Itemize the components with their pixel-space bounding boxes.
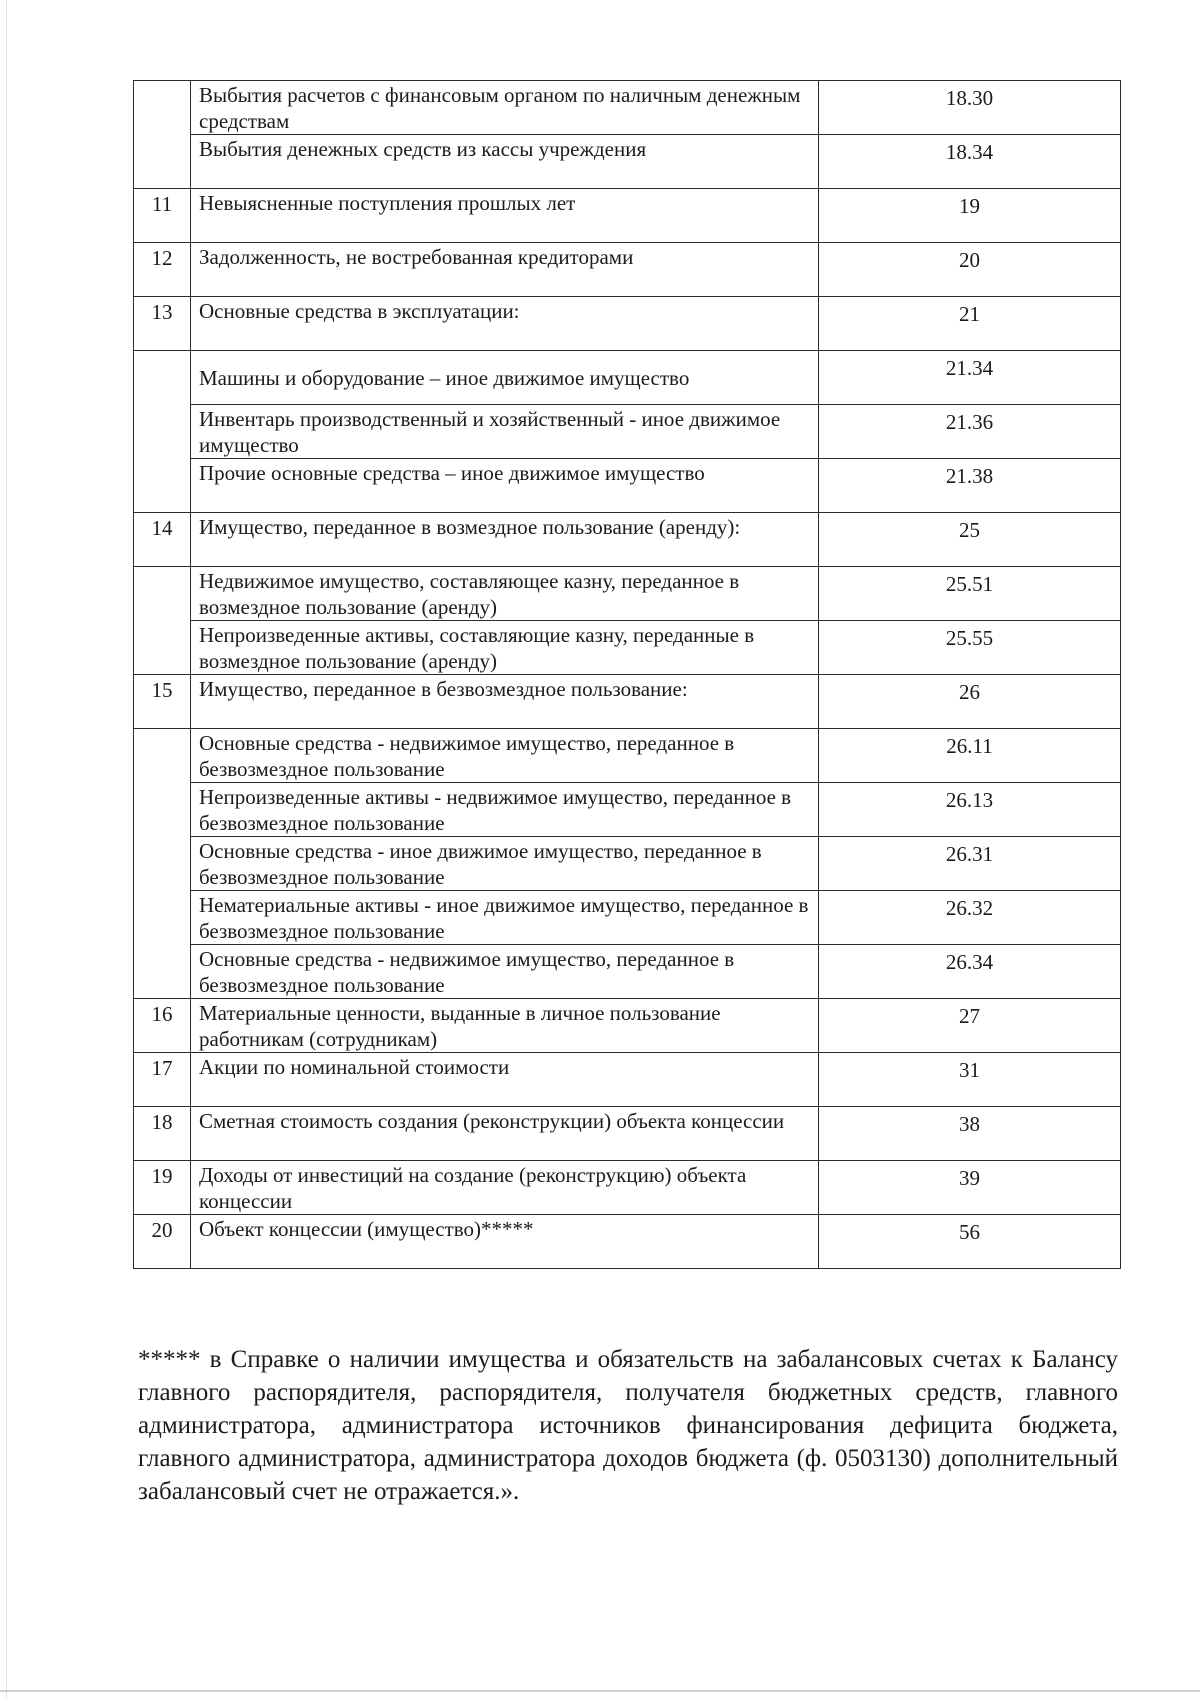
account-code-cell: 25.51 <box>819 567 1121 621</box>
row-number-cell <box>134 567 191 675</box>
account-code-cell: 39 <box>819 1161 1121 1215</box>
account-name-cell: Выбытия расчетов с финансовым органом по наличным денежным средствам <box>191 81 819 135</box>
row-number-cell <box>134 351 191 513</box>
account-code-cell: 26.31 <box>819 837 1121 891</box>
table-row <box>134 999 1121 1053</box>
table-row <box>134 837 1121 891</box>
row-number-cell: 13 <box>134 297 191 351</box>
table-row <box>134 675 1121 729</box>
scan-edge-line <box>0 1690 1200 1692</box>
account-name-cell: Выбытия денежных средств из кассы учреждения <box>191 135 819 189</box>
table-row <box>134 1215 1121 1269</box>
table-row <box>134 351 1121 405</box>
account-code-cell: 20 <box>819 243 1121 297</box>
account-name-cell: Объект концессии (имущество)***** <box>191 1215 819 1269</box>
table-row <box>134 783 1121 837</box>
account-code-cell: 21.38 <box>819 459 1121 513</box>
off-balance-accounts-table <box>133 80 1121 1269</box>
account-code-cell: 25.55 <box>819 621 1121 675</box>
row-number-cell: 16 <box>134 999 191 1053</box>
account-name-cell: Основные средства в эксплуатации: <box>191 297 819 351</box>
account-name-cell: Непроизведенные активы - недвижимое имущество, переданное в безвозмездное пользование <box>191 783 819 837</box>
account-name-cell: Акции по номинальной стоимости <box>191 1053 819 1107</box>
account-code-cell: 26.32 <box>819 891 1121 945</box>
account-code-cell: 21.34 <box>819 351 1121 405</box>
account-name-cell: Невыясненные поступления прошлых лет <box>191 189 819 243</box>
account-code-cell: 56 <box>819 1215 1121 1269</box>
row-number-cell: 11 <box>134 189 191 243</box>
table-row <box>134 1053 1121 1107</box>
account-code-cell: 26.13 <box>819 783 1121 837</box>
account-name-cell: Основные средства - недвижимое имущество, переданное в безвозмездное пользование <box>191 945 819 999</box>
table-row <box>134 567 1121 621</box>
account-name-cell: Основные средства - иное движимое имущество, переданное в безвозмездное пользование <box>191 837 819 891</box>
table-row <box>134 243 1121 297</box>
account-code-cell: 31 <box>819 1053 1121 1107</box>
table-row <box>134 405 1121 459</box>
account-name-cell: Доходы от инвестиций на создание (реконструкцию) объекта концессии <box>191 1161 819 1215</box>
account-name-cell: Материальные ценности, выданные в личное пользование работникам (сотрудникам) <box>191 999 819 1053</box>
account-code-cell: 21 <box>819 297 1121 351</box>
row-number-cell: 14 <box>134 513 191 567</box>
row-number-cell: 20 <box>134 1215 191 1269</box>
account-code-cell: 21.36 <box>819 405 1121 459</box>
row-number-cell <box>134 729 191 999</box>
account-code-cell: 25 <box>819 513 1121 567</box>
account-name-cell: Основные средства - недвижимое имущество, переданное в безвозмездное пользование <box>191 729 819 783</box>
account-code-cell: 38 <box>819 1107 1121 1161</box>
table-row <box>134 513 1121 567</box>
account-name-cell: Прочие основные средства – иное движимое имущество <box>191 459 819 513</box>
row-number-cell <box>134 81 191 189</box>
account-name-cell: Сметная стоимость создания (реконструкции) объекта концессии <box>191 1107 819 1161</box>
table-row <box>134 891 1121 945</box>
account-code-cell: 26 <box>819 675 1121 729</box>
table-row <box>134 1107 1121 1161</box>
account-name-cell: Машины и оборудование – иное движимое имущество <box>191 351 819 405</box>
table-row <box>134 297 1121 351</box>
table-row <box>134 945 1121 999</box>
account-name-cell: Имущество, переданное в безвозмездное пользование: <box>191 675 819 729</box>
row-number-cell: 19 <box>134 1161 191 1215</box>
table-row <box>134 189 1121 243</box>
row-number-cell: 12 <box>134 243 191 297</box>
account-code-cell: 27 <box>819 999 1121 1053</box>
account-code-cell: 18.34 <box>819 135 1121 189</box>
table-row <box>134 135 1121 189</box>
table-row <box>134 459 1121 513</box>
row-number-cell: 17 <box>134 1053 191 1107</box>
account-name-cell: Непроизведенные активы, составляющие казну, переданные в возмездное пользование (аренду) <box>191 621 819 675</box>
scan-edge-line <box>6 0 7 1698</box>
account-name-cell: Недвижимое имущество, составляющее казну, переданное в возмездное пользование (аренду) <box>191 567 819 621</box>
table-row <box>134 1161 1121 1215</box>
account-code-cell: 26.11 <box>819 729 1121 783</box>
account-name-cell: Имущество, переданное в возмездное пользование (аренду): <box>191 513 819 567</box>
row-number-cell: 18 <box>134 1107 191 1161</box>
account-code-cell: 26.34 <box>819 945 1121 999</box>
table-row <box>134 729 1121 783</box>
account-name-cell: Инвентарь производственный и хозяйственный - иное движимое имущество <box>191 405 819 459</box>
account-name-cell: Нематериальные активы - иное движимое имущество, переданное в безвозмездное пользование <box>191 891 819 945</box>
table-row <box>134 621 1121 675</box>
account-name-cell: Задолженность, не востребованная кредиторами <box>191 243 819 297</box>
footnote-text: ***** в Справке о наличии имущества и обязательств на забалансовых счетах к Балансу главного распорядителя, распорядителя, получателя бюджетных средств, главного администратора, администратора источников финансирования дефицита бюджета, главного администратора, администратора доходов бюджета (ф. 0503130) дополнительный забалансовый счет не отражается.». <box>138 1346 1118 1505</box>
table-row <box>134 81 1121 135</box>
account-code-cell: 18.30 <box>819 81 1121 135</box>
account-code-cell: 19 <box>819 189 1121 243</box>
row-number-cell: 15 <box>134 675 191 729</box>
